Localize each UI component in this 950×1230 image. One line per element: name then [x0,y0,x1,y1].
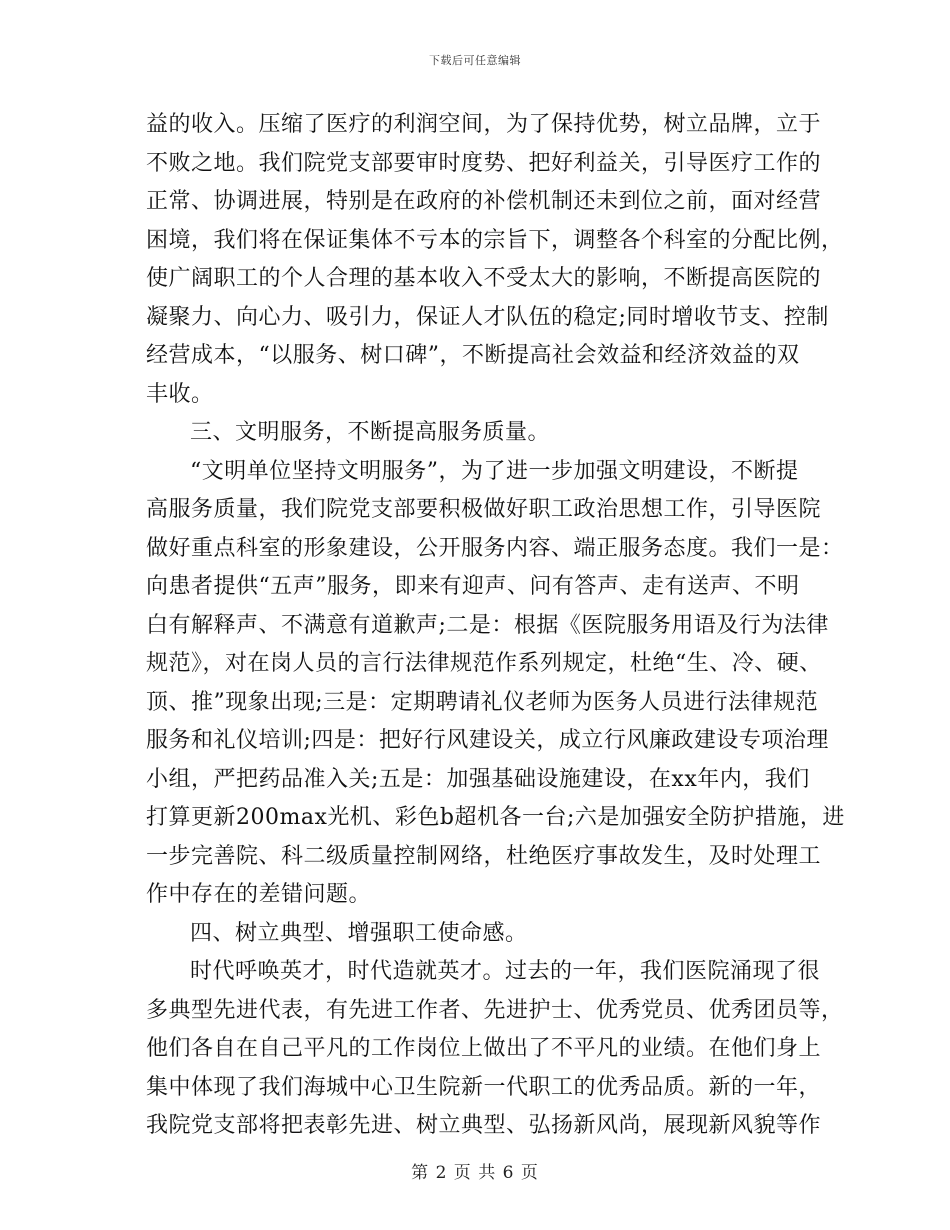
text-line: 多典型先进代表，有先进工作者、先进护士、优秀党员、优秀团员等， [146,997,844,1023]
text-line: “文明单位坚持文明服务”，为了进一步加强文明建设，不断提 [190,458,799,484]
text-line: 集中体现了我们海城中心卫生院新一代职工的优秀品质。新的一年， [146,1074,822,1100]
text-line: 丰收。 [146,381,214,407]
text-line: 作中存在的差错问题。 [146,882,372,907]
text-line: 一步完善院、科二级质量控制网络，杜绝医疗事故发生，及时处理工 [146,843,822,869]
text-line: 白有解释声、不满意有道歉声;二是：根据《医院服务用语及行为法律 [146,612,829,638]
section-heading-4: 四、树立典型、增强职工使命感。 [190,920,528,946]
text-line: 做好重点科室的形象建设，公开服务内容、端正服务态度。我们一是： [146,535,844,561]
text-line: 不败之地。我们院党支部要审时度势、把好利益关，引导医疗工作的 [146,150,822,176]
text-line: 我院党支部将把表彰先进、树立典型、弘扬新风尚，展现新风貌等作 [146,1113,822,1138]
text-line: 正常、协调进展，特别是在政府的补偿机制还未到位之前，面对经营 [146,189,822,214]
text-line: 经营成本，“以服务、树口碑”，不断提高社会效益和经济效益的双 [146,343,800,368]
page-footer: 第 2 页 共 6 页 [411,1163,539,1183]
text-line: 顶、推”现象出现;三是：定期聘请礼仪老师为医务人员进行法律规范 [146,689,819,715]
page-header: 下载后可任意编辑 [429,54,521,67]
section-heading-3: 三、文明服务，不断提高服务质量。 [190,420,551,445]
text-line: 向患者提供“五声”服务，即来有迎声、问有答声、走有送声、不明 [146,574,800,599]
text-line: 服务和礼仪培训;四是：把好行风建设关，成立行风廉政建设专项治理 [146,728,829,753]
text-line: 小组，严把药品准入关;五是：加强基础设施建设，在xx年内，我们 [146,766,810,792]
text-line: 困境，我们将在保证集体不亏本的宗旨下，调整各个科室的分配比例， [146,227,844,253]
text-line: 益的收入。压缩了医疗的利润空间，为了保持优势，树立品牌，立于 [146,112,822,137]
document-body [146,106,845,1146]
text-line: 使广阔职工的个人合理的基本收入不受太大的影响，不断提高医院的 [146,266,822,291]
text-line: 规范》，对在岗人员的言行法律规范作系列规定，杜绝“生、冷、硬、 [146,651,822,676]
text-line: 高服务质量，我们院党支部要积极做好职工政治思想工作，引导医院 [146,497,822,522]
text-line: 时代呼唤英才，时代造就英才。过去的一年，我们医院涌现了很 [190,959,821,984]
text-line: 凝聚力、向心力、吸引力，保证人才队伍的稳定;同时增收节支、控制 [146,304,829,330]
text-line: 打算更新200max光机、彩色b超机各一台;六是加强安全防护措施，进 [146,805,845,830]
text-line: 他们各自在自己平凡的工作岗位上做出了不平凡的业绩。在他们身上 [146,1036,822,1061]
